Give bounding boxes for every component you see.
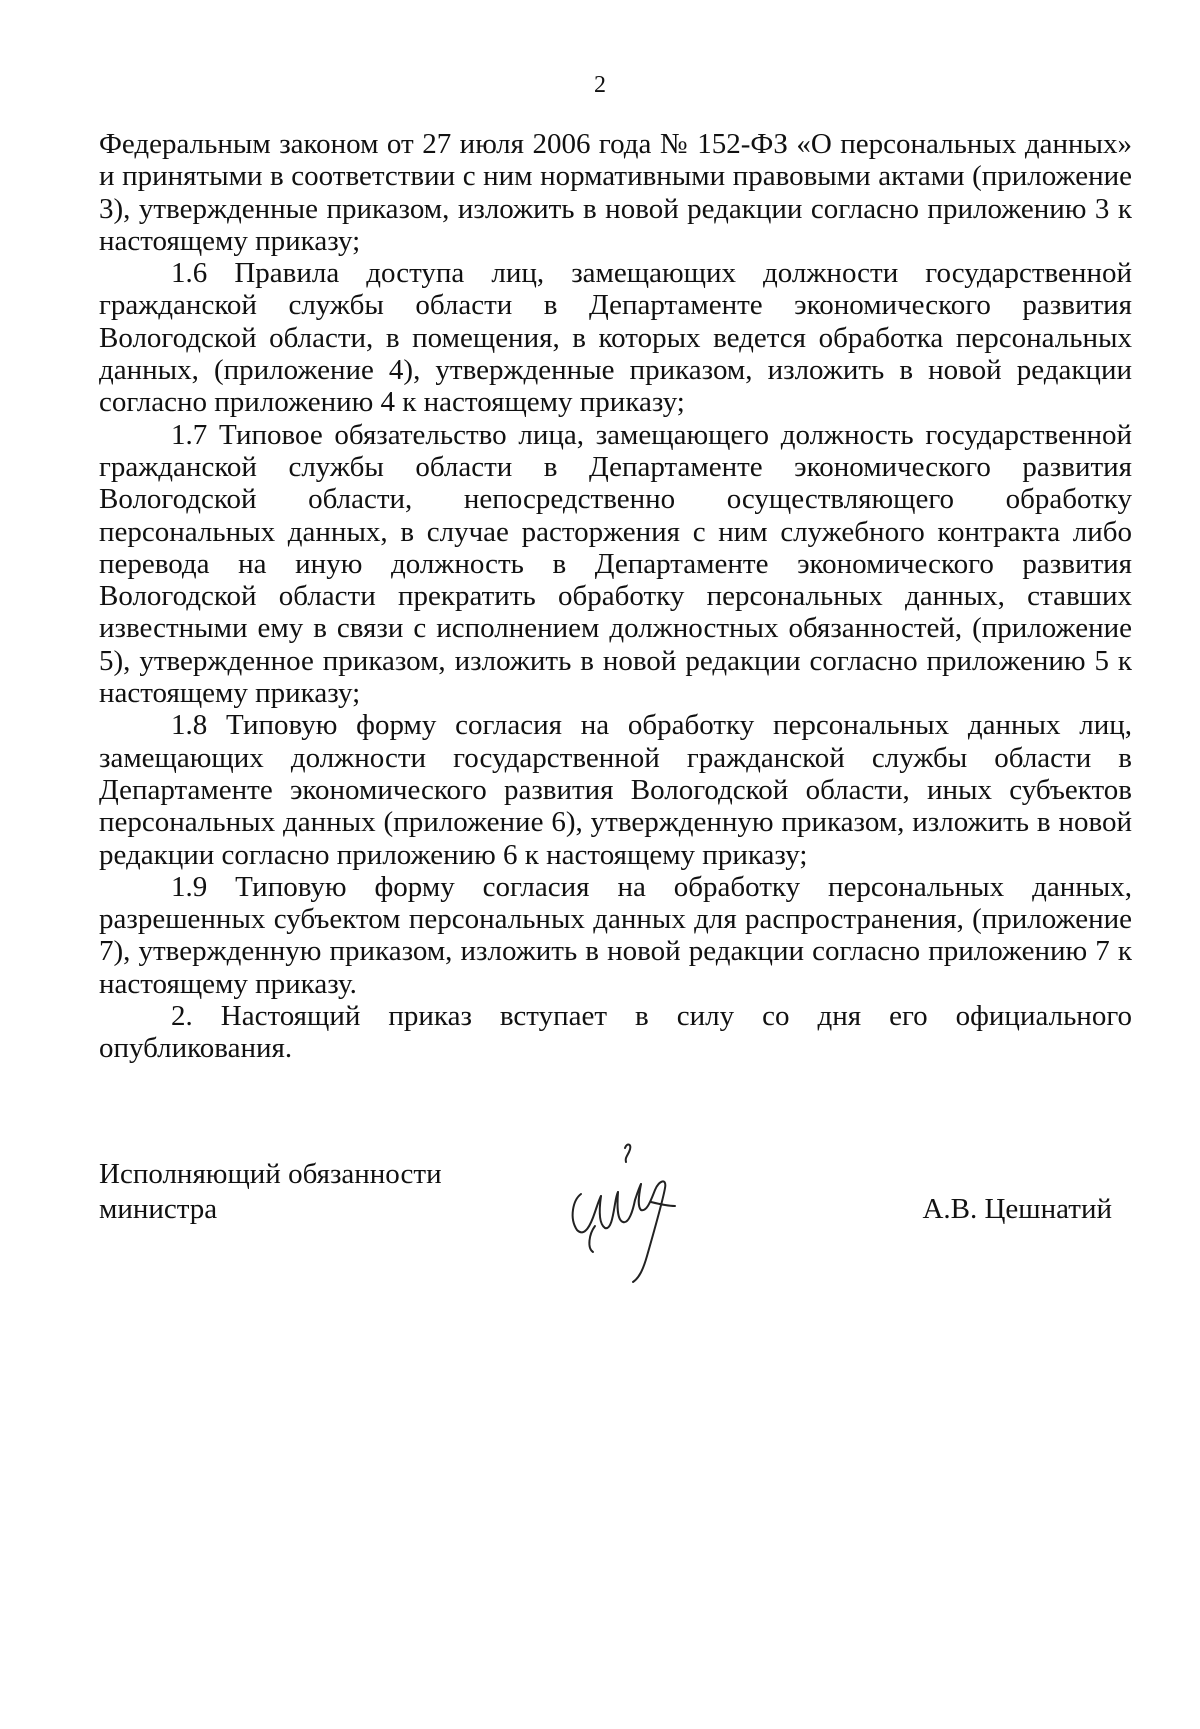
handwritten-signature [555,1138,695,1288]
signer-position [99,1157,442,1227]
paragraph-1-7: 1.7 Типовое обязательство лица, замещающего должность государственной гражданской службы области в Департаменте экономического развития Вологодской области, непосредственно осуществляющего обработку персональных данных, в случае расторжения с ним служебного контракта либо перевода на иную должность в Департаменте экономического развития Вологодской области прекратить обработку персональных данных, ставших известными ему в связи с исполнением должностных обязанностей, (приложение 5), утвержденное приказом, изложить в новой редакции согласно приложению 5 к настоящему приказу; [99,418,1132,710]
paragraph-continuation: Федеральным законом от 27 июля 2006 года № 152-ФЗ «О персональных данных» и принятыми в соответствии с ним нормативными правовыми актами (приложение 3), утвержденные приказом, изложить в новой редакции согласно приложению 3 к настоящему приказу; [99,128,1132,257]
page-number: 2 [594,72,606,98]
signer-position-line-2: министра [99,1193,218,1225]
paragraph-1-8: 1.8 Типовую форму согласия на обработку персональных данных лиц, замещающих должности государственной гражданской службы области в Департаменте экономического развития Вологодской области, иных субъектов персональных данных (приложение 6), утвержденную приказом, изложить в новой редакции согласно приложению 6 к настоящему приказу; [99,709,1132,871]
signer-position-line-1: Исполняющий обязанности [99,1158,442,1190]
paragraph-1-6: 1.6 Правила доступа лиц, замещающих должности государственной гражданской службы области в Департаменте экономического развития Вологодской области, в помещения, в которых ведется обработка персональных данных, (приложение 4), утвержденные приказом, изложить в новой редакции согласно приложению 4 к настоящему приказу; [99,257,1132,419]
signer-name: А.В. Цешнатий [922,1193,1112,1225]
document-body [99,128,1132,1065]
paragraph-2: 2. Настоящий приказ вступает в силу со дня его официального опубликования. [99,1000,1132,1065]
paragraph-1-9: 1.9 Типовую форму согласия на обработку персональных данных, разрешенных субъектом персональных данных для распространения, (приложение 7), утвержденную приказом, изложить в новой редакции согласно приложению 7 к настоящему приказу. [99,870,1132,1000]
